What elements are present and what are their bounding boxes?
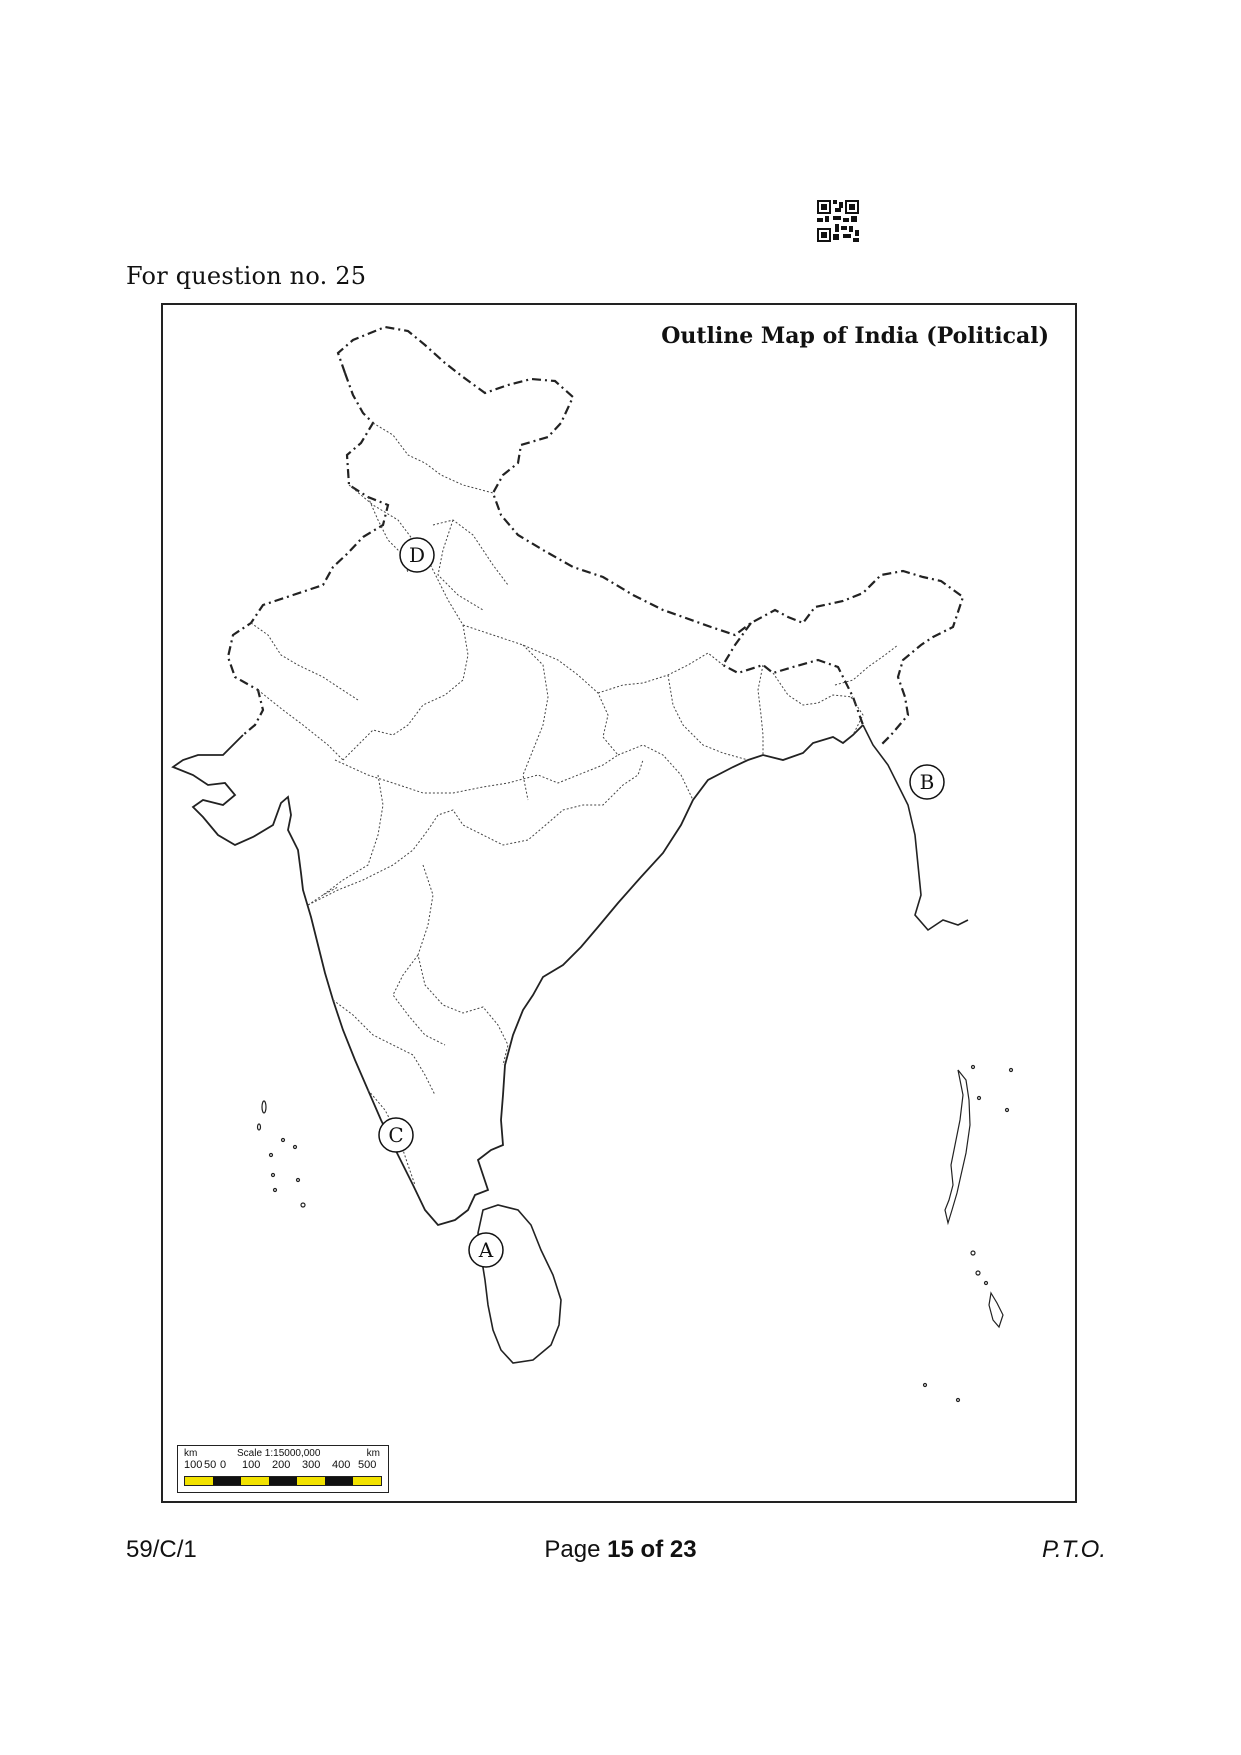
scale-bar-segment <box>269 1477 297 1485</box>
international-boundary-west <box>228 373 388 735</box>
international-boundary <box>338 327 963 745</box>
scale-tick: 50 <box>204 1459 217 1471</box>
scale-tick: 200 <box>272 1459 291 1471</box>
scale-bar-segment <box>297 1477 325 1485</box>
andaman-nicobar-islands <box>924 1066 1013 1402</box>
marker-d <box>400 538 434 572</box>
sri-lanka-outline <box>478 1205 561 1363</box>
scale-bar <box>184 1476 382 1486</box>
scale-unit-right: km <box>366 1448 380 1459</box>
page-current: 15 <box>607 1536 634 1563</box>
scale-unit-left: km <box>184 1448 198 1459</box>
please-turn-over: P.T.O. <box>1041 1536 1106 1563</box>
scale-bar-segment <box>353 1477 381 1485</box>
coastline <box>173 725 863 1225</box>
map-title: Outline Map of India (Political) <box>661 323 1049 349</box>
marker-label-b: B <box>919 770 935 794</box>
question-reference: For question no. 25 <box>126 262 367 290</box>
marker-b <box>910 765 944 799</box>
scale-bar-legend <box>177 1445 389 1493</box>
state-boundaries <box>251 423 898 1185</box>
marker-label-c: C <box>388 1123 404 1147</box>
page-total: 23 <box>669 1536 697 1563</box>
scale-tick: 100 <box>184 1459 203 1471</box>
scale-tick: 0 <box>220 1459 227 1471</box>
paper-code: 59/C/1 <box>126 1536 197 1563</box>
international-boundary-east <box>723 623 863 725</box>
scale-tick: 100 <box>242 1459 261 1471</box>
scale-bar-segment <box>185 1477 213 1485</box>
map-frame <box>161 303 1077 1503</box>
marker-c <box>379 1118 413 1152</box>
page-of: of <box>640 1536 664 1563</box>
scale-tick: 500 <box>358 1459 377 1471</box>
scale-tick: 300 <box>302 1459 321 1471</box>
scale-bar-segment <box>241 1477 269 1485</box>
marker-a <box>469 1233 503 1267</box>
scale-tick: 400 <box>332 1459 351 1471</box>
lakshadweep-islands <box>258 1101 306 1207</box>
scale-ratio: Scale 1:15000,000 <box>237 1448 321 1459</box>
page-prefix: Page <box>544 1536 601 1563</box>
marker-label-a: A <box>478 1238 494 1262</box>
scale-bar-segment <box>325 1477 353 1485</box>
india-outline-map <box>163 305 1075 1501</box>
qr-code-icon <box>817 200 859 242</box>
scale-bar-segment <box>213 1477 241 1485</box>
coastline-east <box>863 725 968 930</box>
marker-label-d: D <box>408 543 426 567</box>
